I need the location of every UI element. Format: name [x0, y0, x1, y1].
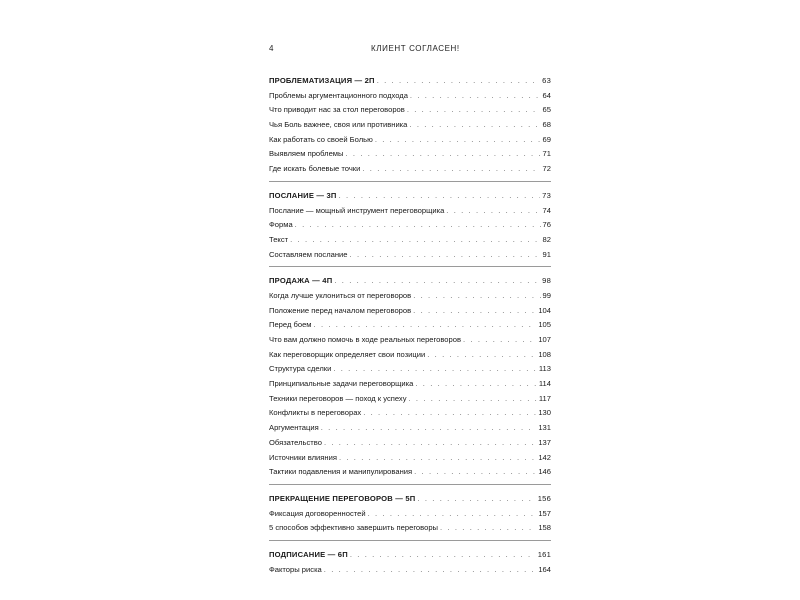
toc-entry [269, 162, 551, 177]
toc-section-title: ПОДПИСАНИЕ — 6П [269, 549, 348, 559]
toc-entry-page: 69 [542, 134, 551, 144]
toc-entry-title: Чья Боль важнее, своя или противника [269, 120, 408, 130]
toc-section-heading [269, 74, 551, 89]
toc-entry-title: Аргументация [269, 423, 319, 433]
toc-leader-dots [377, 74, 540, 89]
toc-entry-title: Техники переговоров — поход к успеху [269, 393, 407, 403]
toc-leader-dots [324, 436, 536, 451]
toc-entry-page: 104 [538, 305, 551, 315]
toc-section-page: 161 [537, 549, 551, 559]
toc-entry-title: Факторы риска [269, 564, 322, 574]
toc-leader-dots [295, 218, 541, 233]
page-number: 4 [269, 44, 275, 53]
toc-entry [269, 465, 551, 480]
toc-leader-dots [413, 304, 536, 319]
toc-entry-page: 82 [542, 234, 551, 244]
toc-section-title: ПОСЛАНИЕ — 3П [269, 190, 337, 200]
toc-entry-page: 64 [542, 90, 551, 100]
toc-leader-dots [339, 189, 541, 204]
toc-entry-title: Когда лучше уклониться от переговоров [269, 290, 412, 300]
toc-entry-title: Что приводит нас за стол переговоров [269, 105, 405, 115]
toc-entry [269, 348, 551, 363]
toc-entry-page: 142 [538, 452, 551, 462]
toc-section [269, 74, 551, 182]
toc-leader-dots [417, 492, 535, 507]
toc-entry [269, 133, 551, 148]
toc-leader-dots [410, 89, 541, 104]
toc-entry [269, 204, 551, 219]
toc-entry [269, 406, 551, 421]
toc-entry [269, 289, 551, 304]
toc-leader-dots [333, 362, 537, 377]
toc-entry [269, 233, 551, 248]
toc-entry-title: Составляем послание [269, 249, 348, 259]
toc-entry-page: 117 [538, 393, 551, 403]
toc-leader-dots [413, 289, 540, 304]
toc-entry [269, 392, 551, 407]
toc-entry-title: Принципиальные задачи переговорщика [269, 379, 414, 389]
toc-leader-dots [314, 318, 537, 333]
toc-entry-page: 157 [538, 508, 551, 518]
toc-entry [269, 333, 551, 348]
toc-entry-page: 131 [538, 423, 551, 433]
toc-leader-dots [362, 162, 540, 177]
toc-entry-title: Структура сделки [269, 364, 332, 374]
toc-entry [269, 507, 551, 522]
book-title: КЛИЕНТ СОГЛАСЕН! [371, 44, 460, 53]
toc-entry-page: 158 [538, 523, 551, 533]
toc-entry [269, 147, 551, 162]
toc-entry-title: Фиксация договоренностей [269, 508, 366, 518]
book-page [269, 44, 551, 588]
toc-entry-page: 91 [542, 249, 551, 259]
toc-entry-page: 76 [542, 220, 551, 230]
toc-leader-dots [363, 406, 536, 421]
toc-leader-dots [339, 451, 536, 466]
toc-leader-dots [368, 507, 537, 522]
toc-entry-title: Перед боем [269, 320, 312, 330]
toc-entry-title: Положение перед началом переговоров [269, 305, 412, 315]
toc-entry-title: Конфликты в переговорах [269, 408, 362, 418]
toc-entry-page: 164 [538, 564, 551, 574]
toc-leader-dots [446, 204, 540, 219]
toc-entry [269, 304, 551, 319]
toc-leader-dots [414, 465, 536, 480]
toc-entry-title: Как работать со своей Болью [269, 134, 373, 144]
toc-leader-dots [427, 348, 536, 363]
running-head [269, 44, 551, 58]
toc-entry-title: Источники влияния [269, 452, 337, 462]
toc-entry [269, 362, 551, 377]
toc-section-title: ПРОДАЖА — 4П [269, 276, 333, 286]
toc-entry [269, 377, 551, 392]
toc-entry [269, 436, 551, 451]
toc-entry-title: Где искать болевые точки [269, 164, 361, 174]
toc-entry-page: 114 [538, 379, 551, 389]
toc-entry-title: Послание — мощный инструмент переговорщика [269, 205, 445, 215]
toc-leader-dots [334, 274, 540, 289]
toc-entry-page: 74 [542, 205, 551, 215]
toc-section-title: ПРОБЛЕМАТИЗАЦИЯ — 2П [269, 76, 375, 85]
toc-section [269, 189, 551, 267]
toc-leader-dots [350, 248, 541, 263]
toc-entry [269, 103, 551, 118]
toc-entry-title: Что вам должно помочь в ходе реальных переговоров [269, 335, 462, 344]
toc-entry [269, 521, 551, 536]
toc-entry [269, 118, 551, 133]
toc-entry-title: Обязательство [269, 437, 322, 447]
toc-section [269, 548, 551, 581]
toc-section [269, 274, 551, 485]
toc-leader-dots [407, 103, 541, 118]
toc-section-heading [269, 548, 551, 563]
toc-leader-dots [324, 563, 537, 578]
toc-section [269, 492, 551, 541]
toc-entry [269, 89, 551, 104]
toc-entry [269, 451, 551, 466]
toc-entry [269, 218, 551, 233]
toc-entry-page: 99 [542, 290, 551, 300]
toc-leader-dots [409, 118, 540, 133]
table-of-contents [269, 74, 551, 581]
toc-entry-page: 105 [538, 320, 551, 330]
toc-entry [269, 318, 551, 333]
toc-entry-title: 5 способов эффективно завершить переговоры [269, 523, 439, 533]
toc-section-page: 63 [542, 76, 551, 85]
toc-leader-dots [346, 147, 541, 162]
toc-entry-page: 137 [538, 437, 551, 447]
toc-section-heading [269, 189, 551, 204]
toc-section-page: 98 [542, 276, 551, 286]
toc-leader-dots [409, 392, 537, 407]
toc-entry [269, 248, 551, 263]
toc-entry-page: 71 [542, 149, 551, 159]
toc-section-heading [269, 274, 551, 289]
toc-entry-page: 113 [538, 364, 551, 374]
toc-entry-title: Проблемы аргументационного подхода [269, 90, 408, 100]
toc-entry-title: Как переговорщик определяет свои позиции [269, 349, 426, 359]
toc-section-page: 73 [542, 190, 551, 200]
toc-entry-title: Форма [269, 220, 293, 230]
toc-entry-page: 65 [542, 105, 551, 115]
toc-entry [269, 421, 551, 436]
toc-entry-page: 68 [542, 120, 551, 130]
toc-leader-dots [440, 521, 536, 536]
toc-section-heading [269, 492, 551, 507]
toc-entry-title: Текст [269, 234, 289, 244]
toc-leader-dots [290, 233, 540, 248]
toc-entry-page: 107 [538, 335, 551, 344]
toc-leader-dots [375, 133, 541, 148]
toc-entry-page: 146 [538, 467, 551, 477]
toc-leader-dots [350, 548, 536, 563]
toc-leader-dots [415, 377, 537, 392]
toc-leader-dots [463, 333, 536, 348]
toc-entry-title: Выявляем проблемы [269, 149, 344, 159]
toc-entry-page: 130 [538, 408, 551, 418]
toc-section-page: 156 [537, 493, 551, 503]
toc-entry [269, 563, 551, 578]
toc-entry-page: 72 [542, 164, 551, 174]
toc-entry-title: Тактики подавления и манипулирования [269, 467, 413, 477]
toc-entry-page: 108 [538, 349, 551, 359]
toc-leader-dots [321, 421, 537, 436]
toc-section-title: ПРЕКРАЩЕНИЕ ПЕРЕГОВОРОВ — 5П [269, 493, 416, 503]
